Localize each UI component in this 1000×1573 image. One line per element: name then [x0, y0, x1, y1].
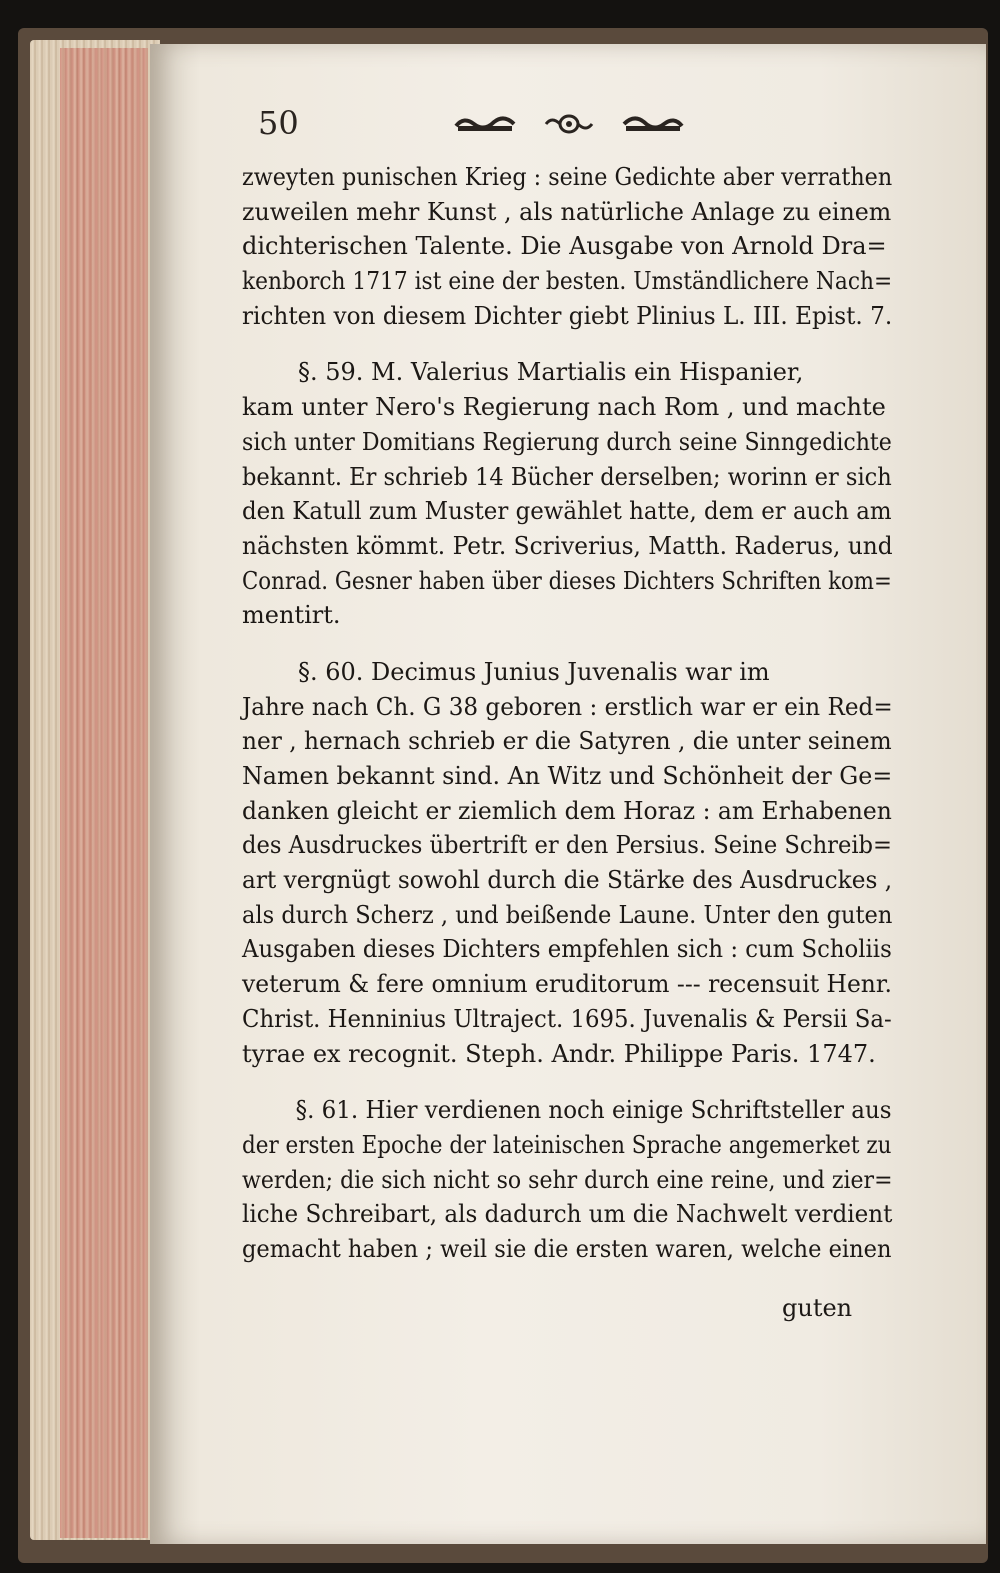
- left-ornament-icon: [454, 114, 516, 134]
- text-line: gemacht haben ; weil sie die ersten waren, welche einen: [242, 1234, 892, 1263]
- center-ornament-icon: [544, 110, 594, 138]
- text-line: tyrae ex recognit. Steph. Andr. Philippe Paris. 1747.: [242, 1039, 876, 1068]
- text-line: den Katull zum Muster gewählet hatte, dem er auch am: [242, 497, 892, 526]
- text-line: dichterischen Talente. Die Ausgabe von Arnold Dra=: [242, 232, 887, 261]
- paragraph-continuation: [242, 160, 892, 333]
- body-text: [242, 160, 892, 1267]
- catchword: guten: [782, 1294, 853, 1322]
- page-header: [258, 104, 878, 144]
- text-line: ner , hernach schrieb er die Satyren , die unter seinem: [242, 727, 892, 756]
- text-line: mentirt.: [242, 601, 341, 630]
- section-heading-line: §. 61. Hier verdienen noch einige Schriftsteller aus: [295, 1096, 892, 1125]
- section-heading-line: §. 60. Decimus Junius Juvenalis war im: [298, 657, 770, 686]
- text-line: liche Schreibart, als dadurch um die Nachwelt verdient: [242, 1200, 893, 1229]
- header-ornament: [454, 110, 684, 138]
- text-line: danken gleicht er ziemlich dem Horaz : am Erhabenen: [242, 796, 892, 825]
- text-line: richten von diesem Dichter giebt Plinius L. III. Epist. 7.: [242, 301, 893, 330]
- text-line: als durch Scherz , und beißende Laune. Unter den guten: [242, 900, 893, 929]
- text-line: Ausgaben dieses Dichters empfehlen sich : cum Scholiis: [242, 935, 892, 964]
- paragraph-59: [242, 355, 892, 633]
- text-line: veterum & fere omnium eruditorum --- recensuit Henr.: [242, 970, 892, 999]
- text-line: sich unter Domitians Regierung durch seine Sinngedichte: [242, 427, 892, 456]
- text-line: Christ. Henninius Ultraject. 1695. Juvenalis & Persii Sa-: [242, 1004, 892, 1033]
- text-line: des Ausdruckes übertrift er den Persius. Seine Schreib=: [242, 831, 892, 860]
- text-line: nächsten kömmt. Petr. Scriverius, Matth. Raderus, und: [242, 531, 893, 560]
- text-line: Namen bekannt sind. An Witz und Schönheit der Ge=: [242, 762, 893, 790]
- right-ornament-icon: [622, 114, 684, 134]
- text-line: Jahre nach Ch. G 38 geboren : erstlich war er ein Red=: [242, 692, 893, 721]
- text-line: art vergnügt sowohl durch die Stärke des Ausdruckes ,: [242, 866, 893, 895]
- text-line: zuweilen mehr Kunst , als natürliche Anlage zu einem: [242, 197, 892, 226]
- text-line: zweyten punischen Krieg : seine Gedichte aber verrathen: [242, 163, 893, 191]
- page-number: 50: [258, 104, 299, 142]
- paragraph-60: [242, 655, 892, 1071]
- section-heading-line: §. 59. M. Valerius Martialis ein Hispanier,: [298, 358, 804, 387]
- text-line: Conrad. Gesner haben über dieses Dichters Schriften kom=: [242, 566, 892, 595]
- red-page-edge: [60, 48, 148, 1538]
- text-line: kenborch 1717 ist eine der besten. Umständlichere Nach=: [242, 267, 893, 296]
- text-line: werden; die sich nicht so sehr durch eine reine, und zier=: [242, 1165, 893, 1194]
- paragraph-61: [242, 1093, 892, 1266]
- text-line: der ersten Epoche der lateinischen Sprache angemerket zu: [242, 1130, 892, 1159]
- text-line: kam unter Nero's Regierung nach Rom , und machte: [242, 393, 886, 422]
- text-line: bekannt. Er schrieb 14 Bücher derselben; worinn er sich: [242, 462, 892, 491]
